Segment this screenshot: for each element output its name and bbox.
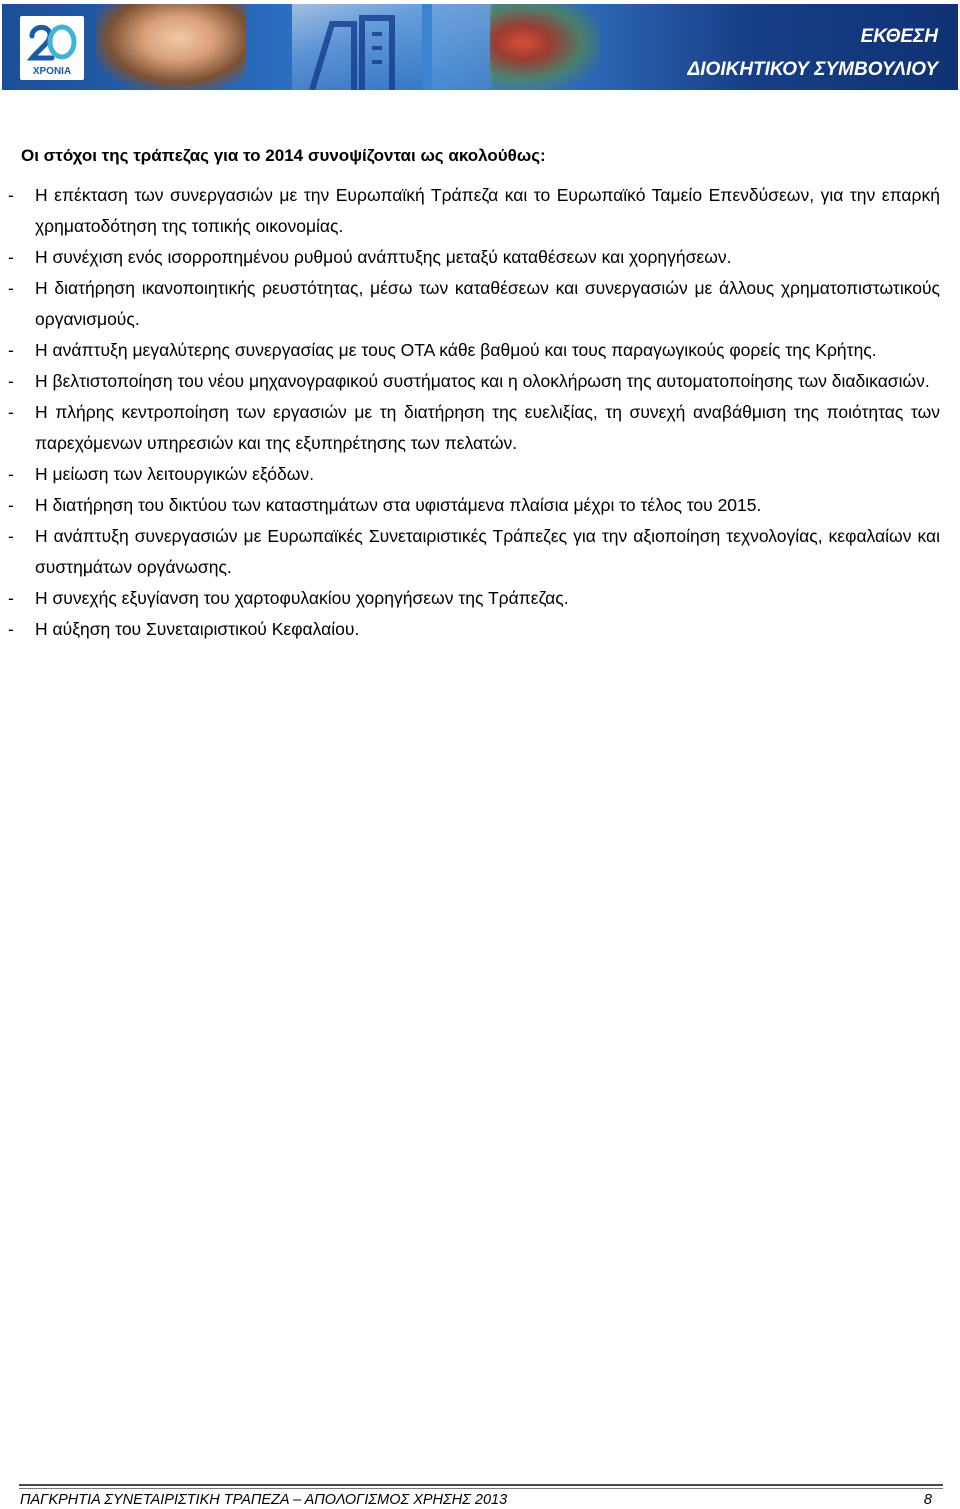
footer-report-name: ΠΑΓΚΡΗΤΙΑ ΣΥΝΕΤΑΙΡΙΣΤΙΚΗ ΤΡΑΠΕΖΑ – ΑΠΟΛΟΓΙΣΜΟΣ ΧΡΗΣΗΣ 2013 — [20, 1492, 508, 1508]
goal-text: Η ανάπτυξη μεγαλύτερης συνεργασίας με τους ΟΤΑ κάθε βαθμού και τους παραγωγικούς φορείς της Κρήτης. — [35, 340, 877, 360]
goal-text: Η διατήρηση του δικτύου των καταστημάτων στα υφιστάμενα πλαίσια μέχρι το τέλος του 2015. — [35, 495, 762, 515]
goal-text: Η μείωση των λειτουργικών εξόδων. — [35, 464, 315, 484]
header-building-icon — [292, 4, 422, 90]
anniversary-logo — [20, 16, 84, 80]
list-item — [8, 273, 940, 335]
header-chart-graphic — [432, 4, 492, 90]
header-photo-people — [490, 4, 600, 90]
bullet-dash: - — [8, 340, 14, 360]
goal-text: Η επέκταση των συνεργασιών με την Ευρωπαϊκή Τράπεζα και το Ευρωπαϊκό Ταμείο Επενδύσεων, για την επαρκή χρηματοδότηση της τοπικής οικονομίας. — [35, 185, 940, 236]
footer-divider-thin — [19, 1488, 943, 1489]
list-item — [8, 521, 940, 583]
list-item — [8, 397, 940, 459]
goal-text: Η συνέχιση ενός ισορροπημένου ρυθμού ανάπτυξης μεταξύ καταθέσεων και χορηγήσεων. — [35, 247, 732, 267]
page-number: 8 — [923, 1492, 932, 1508]
bullet-dash: - — [8, 588, 14, 608]
goal-text: Η βελτιστοποίηση του νέου μηχανογραφικού συστήματος και η ολοκλήρωση της αυτοματοποίησης των διαδικασιών. — [35, 371, 930, 391]
footer-divider — [19, 1484, 943, 1486]
goal-text: Η συνεχής εξυγίανση του χαρτοφυλακίου χορηγήσεων της Τράπεζας. — [35, 588, 569, 608]
header-photo-woman — [96, 4, 246, 90]
list-item — [8, 242, 940, 273]
bullet-dash: - — [8, 371, 14, 391]
logo-text: ΧΡΟΝΙΑ — [32, 66, 72, 77]
bullet-dash: - — [8, 464, 14, 484]
list-item — [8, 180, 940, 242]
list-item — [8, 614, 940, 645]
bullet-dash: - — [8, 495, 14, 515]
goal-text: Η ανάπτυξη συνεργασιών με Ευρωπαϊκές Συνεταιριστικές Τράπεζες για την αξιοποίηση τεχνολογίας, κεφαλαίων και συστημάτων οργάνωσης. — [35, 526, 940, 577]
bullet-dash: - — [8, 278, 14, 298]
bullet-dash: - — [8, 526, 14, 546]
bullet-dash: - — [8, 247, 14, 267]
logo-20-icon — [20, 16, 84, 80]
report-title-line1: ΕΚΘΕΣΗ — [860, 26, 938, 47]
bullet-dash: - — [8, 619, 14, 639]
goal-text: Η πλήρης κεντροποίηση των εργασιών με τη διατήρηση της ευελιξίας, τη συνεχή αναβάθμιση της ποιότητας των παρεχόμενων υπηρεσιών και της εξυπηρέτησης των πελατών. — [35, 402, 940, 453]
list-item — [8, 459, 940, 490]
goal-text: Η αύξηση του Συνεταιριστικού Κεφαλαίου. — [35, 619, 360, 639]
list-item — [8, 366, 940, 397]
header-banner — [2, 4, 958, 90]
bullet-dash: - — [8, 185, 14, 205]
report-title — [688, 20, 938, 86]
list-item — [8, 335, 940, 366]
list-item — [8, 490, 940, 521]
goals-intro-heading: Οι στόχοι της τράπεζας για το 2014 συνοψίζονται ως ακολούθως: — [21, 146, 546, 165]
report-title-line2: ΔΙΟΙΚΗΤΙΚΟΥ ΣΥΜΒΟΥΛΙΟΥ — [687, 59, 938, 80]
list-item — [8, 583, 940, 614]
bullet-dash: - — [8, 402, 14, 422]
goals-list — [8, 180, 940, 645]
goal-text: Η διατήρηση ικανοποιητικής ρευστότητας, μέσω των καταθέσεων και συνεργασιών με άλλους χρηματοπιστωτικούς οργανισμούς. — [35, 278, 940, 329]
